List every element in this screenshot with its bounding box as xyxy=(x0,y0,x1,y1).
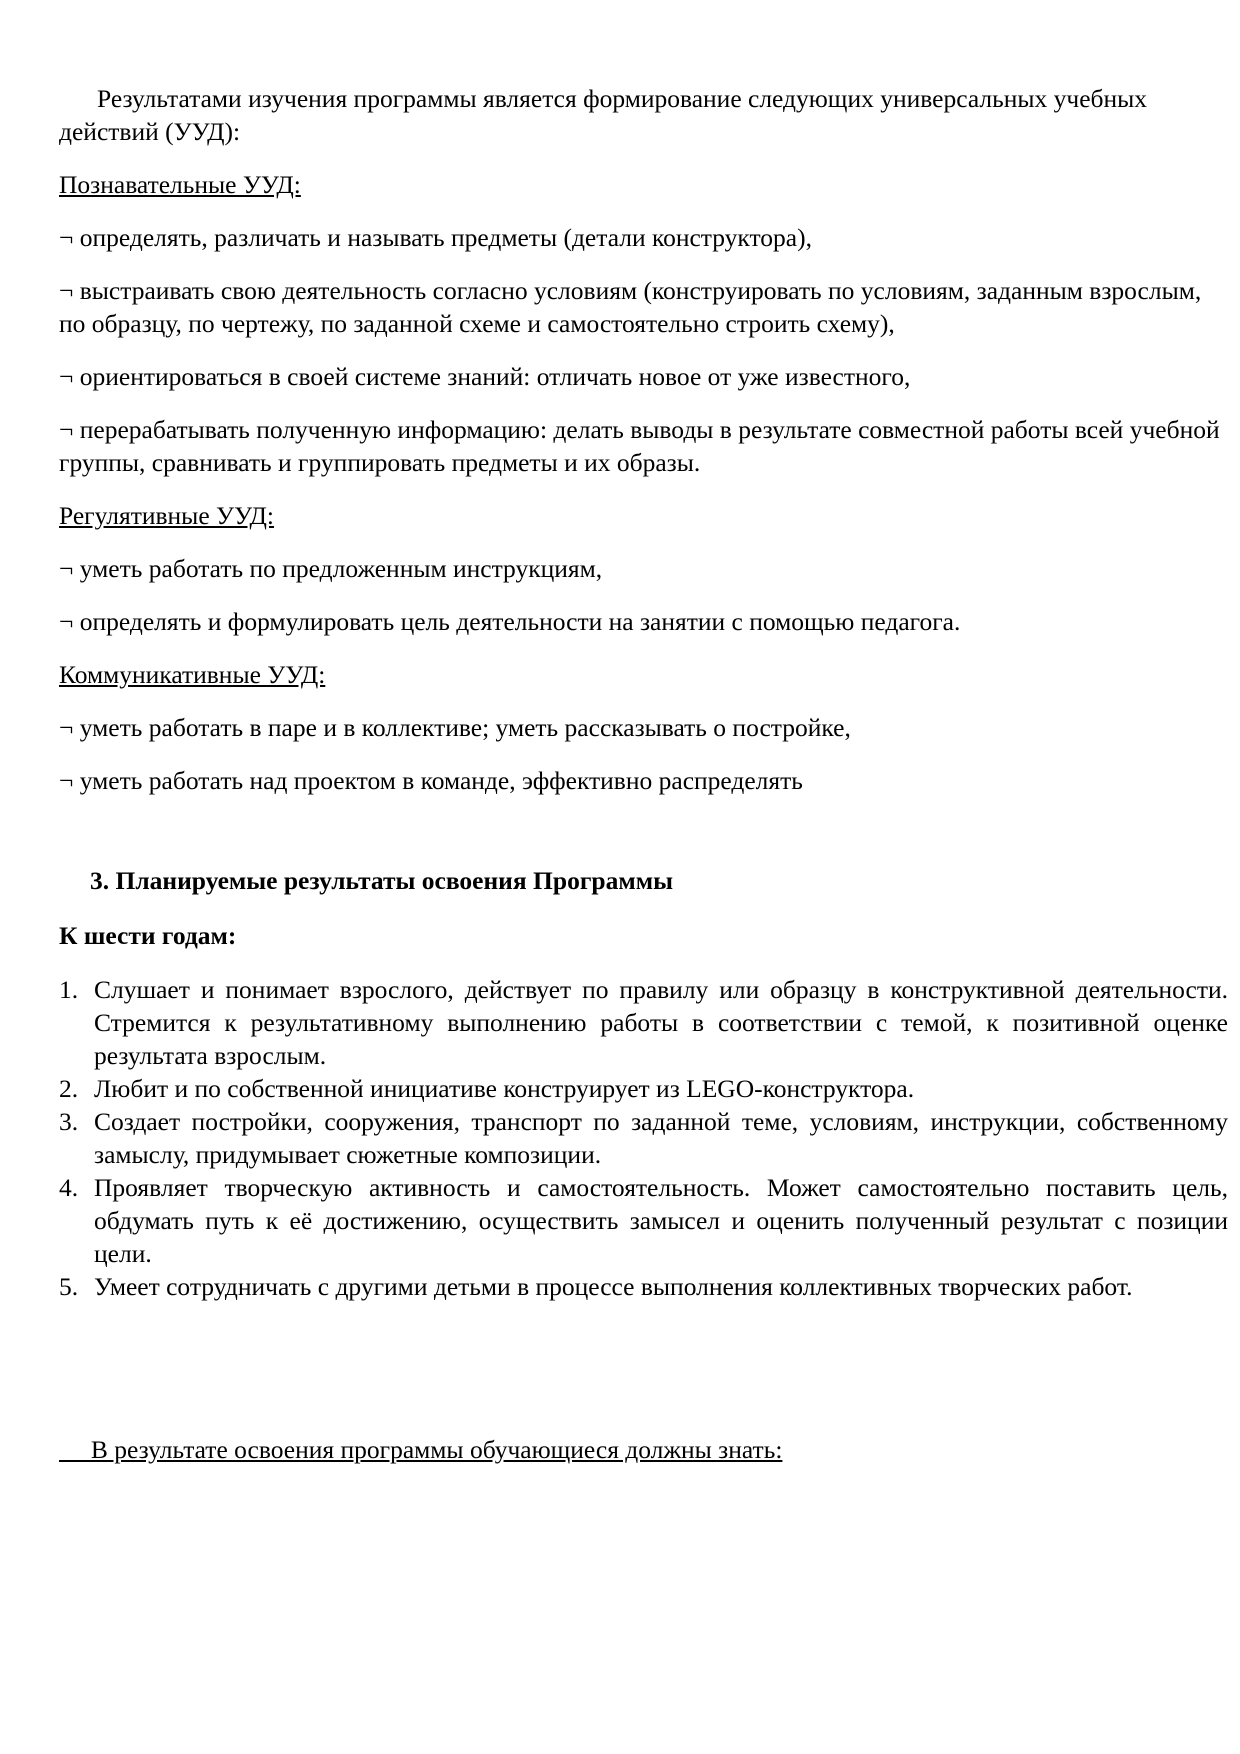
uud-section-cognitive xyxy=(59,168,1227,479)
item-text: Проявляет творческую активность и самостоятельность. Может самостоятельно поставить цель, обдумать путь к её достижению, осуществить замысел и оценить полученный результат с позиции цели. xyxy=(94,1173,1228,1268)
document-page xyxy=(59,82,1227,1466)
item-text: Создает постройки, сооружения, транспорт по заданной теме, условиям, инструкции, собственному замыслу, придумывает сюжетные композиции. xyxy=(94,1107,1228,1169)
uud-section-regulatory xyxy=(59,499,1227,638)
results-list-item xyxy=(59,1105,1228,1171)
item-text: Любит и по собственной инициативе конструирует из LEGO-конструктора. xyxy=(94,1074,915,1103)
list-item: ¬ выстраивать свою деятельность согласно условиям (конструировать по условиям, заданным взрослым, по образцу, по чертежу, по заданной схеме и самостоятельно строить схему), xyxy=(59,276,1202,338)
list-item: ¬ уметь работать по предложенным инструкциям, xyxy=(59,554,603,583)
results-list-item xyxy=(59,1171,1228,1270)
results-list-item xyxy=(59,973,1228,1072)
section-heading-communicative: Коммуникативные УУД: xyxy=(59,660,326,689)
final-line: В результате освоения программы обучающиеся должны знать: xyxy=(59,1435,783,1464)
results-list-item xyxy=(59,1270,1228,1303)
item-number: 4. xyxy=(59,1173,79,1202)
uud-section-communicative xyxy=(59,658,1227,797)
intro-paragraph: Результатами изучения программы является формирование следующих универсальных учебных действий (УУД): xyxy=(59,84,1148,146)
item-number: 1. xyxy=(59,975,79,1004)
list-item: ¬ уметь работать над проектом в команде, эффективно распределять xyxy=(59,766,803,795)
item-number: 3. xyxy=(59,1107,79,1136)
age-heading: К шести годам: xyxy=(59,921,237,950)
list-item: ¬ уметь работать в паре и в коллективе; уметь рассказывать о постройке, xyxy=(59,713,851,742)
section-3-title: 3. Планируемые результаты освоения Программы xyxy=(90,866,673,895)
item-text: Слушает и понимает взрослого, действует по правилу или образцу в конструктивной деятельности. Стремится к результативному выполнению работы в соответствии с темой, к позитивной оценке результата взрослым. xyxy=(94,975,1228,1070)
item-text: Умеет сотрудничать с другими детьми в процессе выполнения коллективных творческих работ. xyxy=(94,1272,1133,1301)
item-number: 5. xyxy=(59,1272,79,1301)
list-item: ¬ перерабатывать полученную информацию: делать выводы в результате совместной работы всей учебной группы, сравнивать и группировать предметы и их образы. xyxy=(59,415,1220,477)
list-item: ¬ определять, различать и называть предметы (детали конструктора), xyxy=(59,223,812,252)
list-item: ¬ определять и формулировать цель деятельности на занятии с помощью педагога. xyxy=(59,607,961,636)
results-list xyxy=(59,973,1228,1303)
item-number: 2. xyxy=(59,1074,79,1103)
section-heading-regulatory: Регулятивные УУД: xyxy=(59,501,275,530)
results-list-item xyxy=(59,1072,1228,1105)
list-item: ¬ ориентироваться в своей системе знаний: отличать новое от уже известного, xyxy=(59,362,911,391)
section-heading-cognitive: Познавательные УУД: xyxy=(59,170,301,199)
